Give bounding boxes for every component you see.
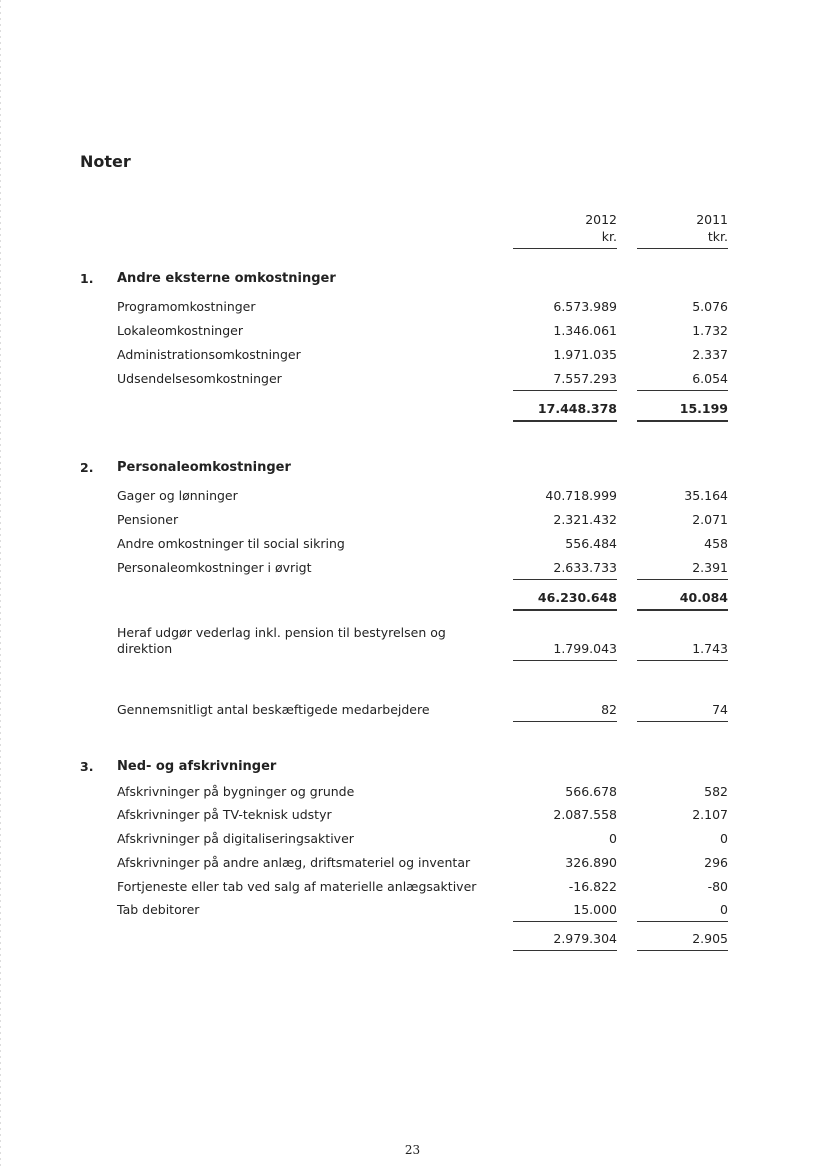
table-row — [0, 702, 825, 718]
value-2012: 7.557.293 — [513, 371, 617, 391]
value-2011: 296 — [704, 855, 728, 870]
table-row — [0, 323, 825, 339]
table-row — [0, 855, 825, 871]
row-label: Heraf udgør vederlag inkl. pension til bestyrelsen og — [117, 625, 446, 640]
row-label: Gennemsnitligt antal beskæftigede medarbejdere — [117, 702, 430, 717]
row-label: Pensioner — [117, 512, 179, 527]
total-2012: 46.230.648 — [513, 590, 617, 611]
table-row — [0, 831, 825, 847]
table-row — [0, 347, 825, 363]
table-row — [0, 512, 825, 528]
total-row — [0, 590, 825, 606]
value-2012: 1.971.035 — [553, 347, 617, 362]
value-2011: 2.337 — [692, 347, 728, 362]
table-row — [0, 641, 825, 657]
value-2011: -80 — [707, 879, 728, 894]
row-label: Administrationsomkostninger — [117, 347, 301, 362]
value-2011: 582 — [704, 784, 728, 799]
value-2012: 15.000 — [513, 902, 617, 922]
value-2011: 458 — [704, 536, 728, 551]
value-2012: 1.346.061 — [553, 323, 617, 338]
total-2011: 15.199 — [637, 401, 728, 422]
year-2011: 2011 — [696, 212, 728, 227]
page-title: Noter — [80, 152, 131, 171]
note-number: 3. — [80, 759, 94, 774]
value-2012: 2.321.432 — [553, 512, 617, 527]
total-row — [0, 401, 825, 417]
row-label: Udsendelsesomkostninger — [117, 371, 282, 386]
value-2012: 82 — [513, 702, 617, 722]
value-2011: 0 — [720, 831, 728, 846]
column-units — [0, 229, 825, 245]
value-2011: 2.071 — [692, 512, 728, 527]
value-2011: 1.743 — [637, 641, 728, 661]
note-number: 1. — [80, 271, 94, 286]
value-2011: 2.107 — [692, 807, 728, 822]
table-row — [0, 625, 825, 641]
row-label: Andre omkostninger til social sikring — [117, 536, 345, 551]
row-label: Lokaleomkostninger — [117, 323, 243, 338]
note-heading — [0, 460, 825, 476]
table-row — [0, 488, 825, 504]
column-years — [0, 212, 825, 228]
note-title: Ned- og afskrivninger — [117, 759, 277, 774]
table-row — [0, 784, 825, 800]
note-title: Personaleomkostninger — [117, 460, 291, 475]
value-2012: 6.573.989 — [553, 299, 617, 314]
total-2012: 17.448.378 — [513, 401, 617, 422]
note-title: Andre eksterne omkostninger — [117, 271, 336, 286]
note-heading — [0, 271, 825, 287]
total-2012: 2.979.304 — [513, 931, 617, 951]
value-2012: 1.799.043 — [513, 641, 617, 661]
unit-2011: tkr. — [637, 229, 728, 249]
value-2012: 326.890 — [565, 855, 617, 870]
row-label: Afskrivninger på TV-teknisk udstyr — [117, 807, 332, 822]
year-2012: 2012 — [585, 212, 617, 227]
total-row — [0, 931, 825, 947]
table-row — [0, 879, 825, 895]
row-label: Personaleomkostninger i øvrigt — [117, 560, 312, 575]
table-row — [0, 299, 825, 315]
value-2012: 556.484 — [565, 536, 617, 551]
table-row — [0, 371, 825, 387]
value-2012: 2.633.733 — [513, 560, 617, 580]
value-2012: 566.678 — [565, 784, 617, 799]
row-label: Afskrivninger på bygninger og grunde — [117, 784, 355, 799]
value-2012: 40.718.999 — [545, 488, 617, 503]
value-2012: -16.822 — [568, 879, 617, 894]
value-2011: 6.054 — [637, 371, 728, 391]
row-label: Afskrivninger på digitaliseringsaktiver — [117, 831, 354, 846]
row-label: Gager og lønninger — [117, 488, 238, 503]
unit-2012: kr. — [513, 229, 617, 249]
table-row — [0, 902, 825, 918]
value-2011: 2.391 — [637, 560, 728, 580]
row-label: direktion — [117, 641, 173, 656]
row-label: Fortjeneste eller tab ved salg af materielle anlægsaktiver — [117, 879, 477, 894]
table-row — [0, 536, 825, 552]
value-2012: 2.087.558 — [553, 807, 617, 822]
row-label: Tab debitorer — [117, 902, 200, 917]
total-2011: 40.084 — [637, 590, 728, 611]
value-2011: 74 — [637, 702, 728, 722]
page-number: 23 — [404, 1143, 421, 1157]
value-2011: 0 — [637, 902, 728, 922]
row-label: Programomkostninger — [117, 299, 256, 314]
value-2012: 0 — [609, 831, 617, 846]
row-label: Afskrivninger på andre anlæg, driftsmateriel og inventar — [117, 855, 471, 870]
value-2011: 35.164 — [684, 488, 728, 503]
table-row — [0, 560, 825, 576]
total-2011: 2.905 — [637, 931, 728, 951]
value-2011: 1.732 — [692, 323, 728, 338]
value-2011: 5.076 — [692, 299, 728, 314]
table-row — [0, 807, 825, 823]
scan-edge — [0, 0, 1, 1168]
note-number: 2. — [80, 460, 94, 475]
note-heading — [0, 759, 825, 775]
